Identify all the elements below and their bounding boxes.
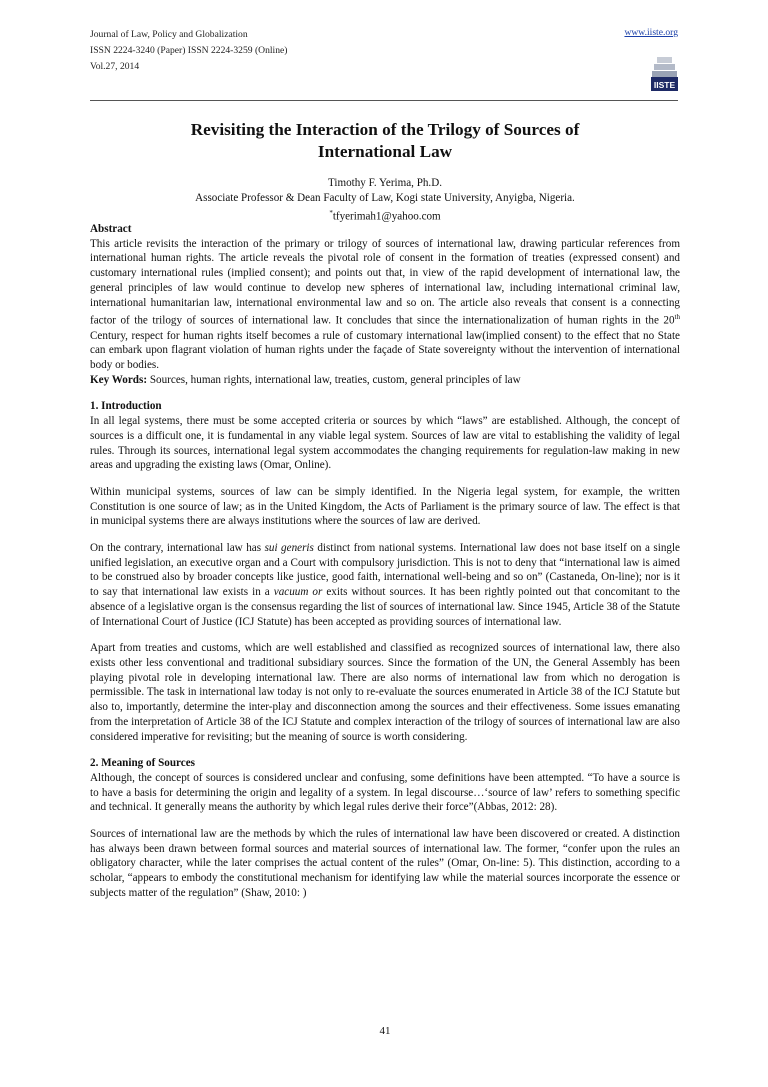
keywords-label: Key Words: <box>90 373 148 386</box>
iiste-logo <box>651 55 678 91</box>
abstract-heading: Abstract <box>90 223 132 235</box>
meaning-paragraph-2: Sources of international law are the methods by which the rules of international law have been discovered or created. A distinction has always been drawn between formal sources and material sources of international law. The former, “confer upon the rules an obligatory character, while the later comprises the actual content of the rules” (Omar, On-line: 5). This distinction, according to a scholar, “appears to embody the constitutional mechanism for identifying law while the material sources incorporate the essence or subjects matter of the regulation” (Shaw, 2010: ) <box>90 828 680 899</box>
meaning-section <box>90 756 680 900</box>
logo-text: IISTE <box>653 80 676 90</box>
author-email: tfyerimah1@yahoo.com <box>332 210 441 223</box>
p3-italic-sui-generis: sui generis <box>264 542 314 555</box>
issn-line: ISSN 2224-3240 (Paper) ISSN 2224-3259 (Online) <box>90 45 288 56</box>
p3-text-c: exits without sources. It has been rightly pointed out that concomitant to the absence of a legislative organ is the consensus regarding the list of sources of international law. Since 1945, Article 38 of the Statute of International Court of Justice (ICJ Statute) has been accepted as providing sources of international law. <box>90 586 680 628</box>
introduction-section <box>90 399 680 744</box>
author-affiliation: Associate Professor & Dean Faculty of Law, Kogi state University, Anyigba, Nigeria. <box>195 192 575 204</box>
intro-paragraph-4: Apart from treaties and customs, which are well established and classified as recognized sources of international law, there also exists other less conventional and traditional subsidiary sources. Since the formation of the UN, the General Assembly has been playing pivotal role in developing international law. There are also norms of international law from which no derogation is permissible. The task in international law today is not only to re-evaluate the sources enumerated in Article 38 of the ICJ Statute but also to, importantly, determine the inter-play and disconnection among the sources and their effectiveness. Some issues emanating from the interpretation of Article 38 of the ICJ Statute and complex interaction of the trilogy of sources of international law are also considered imperative for revisiting; but the meaning of source is worth considering. <box>90 642 680 743</box>
abstract-section <box>90 222 680 387</box>
page-number: 41 <box>379 1025 391 1037</box>
abstract-text <box>90 237 680 373</box>
paper-title <box>90 119 680 163</box>
p3-italic-vacuum: vacuum or <box>273 586 323 599</box>
header-divider <box>90 100 678 101</box>
section-2-heading: 2. Meaning of Sources <box>90 757 196 770</box>
abstract-superscript: th <box>674 313 680 322</box>
volume-line: Vol.27, 2014 <box>90 61 140 72</box>
section-1-heading: 1. Introduction <box>90 400 162 413</box>
title-line-1: Revisiting the Interaction of the Trilogy of Sources of <box>190 120 580 139</box>
author-block <box>90 176 680 225</box>
p3-text-a: On the contrary, international law has <box>90 542 265 555</box>
abstract-text-a: This article revisits the interaction of the primary or trilogy of sources of international law, drawing particular references from international human rights. The article reveals the pivotal role of consent in the formation of treaties (expressed consent) and customary international rules (implied consent); and points out that, in view of the rapid development of international law, the general principles of law would continue to develop new spheres of international law, including international criminal law, international humanitarian law, international environmental law and so on. The article also reveals that consent is a connecting factor of the trilogy of sources of international law. It concludes that since the internationalization of human rights in the 20 <box>90 237 680 327</box>
title-line-2: International Law <box>317 142 453 161</box>
meaning-paragraph-1: Although, the concept of sources is considered unclear and confusing, some definitions have been attempted. “To have a source is to have a basis for determining the origin and legality of a system. In legal discourse…‘source of law’ refers to something specific and technical. It generally means the authority by which legal rules derive their force”(Abbas, 2012: 28). <box>90 771 680 814</box>
article-body <box>90 222 680 913</box>
intro-paragraph-2: Within municipal systems, sources of law can be simply identified. In the Nigeria legal system, for example, the written Constitution is one source of law; as in the United Kingdom, the Acts of Parliament is the primary source of law. The effect is that in municipal systems there are always institutions where the sources of law are derived. <box>90 485 680 528</box>
intro-paragraph-3 <box>90 541 680 629</box>
author-name: Timothy F. Yerima, Ph.D. <box>328 177 442 189</box>
intro-paragraph-1: In all legal systems, there must be some accepted criteria or sources by which “laws” are established. Although, the concept of sources is a difficult one, it is fundamental in any viable legal system. Sources of law are vital to establishing the validity of legal rules. Through its sources, international legal system accommodates the changing requirements for regulation-law making in new areas and upgrading the existing laws (Omar, Online). <box>90 415 680 472</box>
journal-url-link[interactable]: www.iiste.org <box>624 27 678 38</box>
p3-text-b: distinct from national systems. International law does not base itself on a single unified legislation, an executive organ and a Court with compulsory jurisdiction. This is not to deny that “international law is aimed to be construed also by broader concepts like justice, good faith, international well-being and so on” (Castaneda, On-line); nor is it to say that international law exists in a <box>90 542 681 599</box>
keywords-text: Sources, human rights, international law, treaties, custom, general principles of law <box>147 373 521 386</box>
journal-name: Journal of Law, Policy and Globalization <box>90 29 248 40</box>
abstract-text-b: Century, respect for human rights itself becomes a rule of customary international law(implied consent) to the effect that no State can embark upon flagrant violation of human rights under the façade of State sovereignty without the intervention of international body or bodies. <box>90 329 680 372</box>
email-mark: * <box>329 209 333 217</box>
